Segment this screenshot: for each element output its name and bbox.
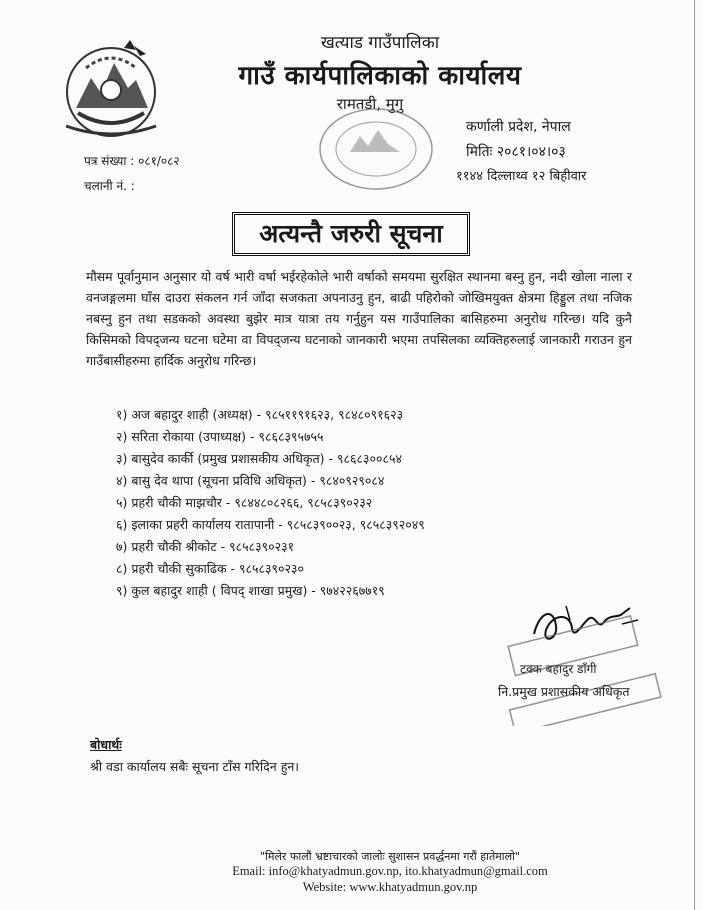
contact-item: ४) बासु देव थापा (सूचना प्रविधि अधिकृत) - ९८४०९२९०८४	[116, 473, 385, 488]
contact-item: ३) बासुदेव कार्की (प्रमुख प्रशासकीय अधिकृत) - ९८६८३००८५४	[116, 451, 402, 466]
footer-website: Website: www.khatyadmun.gov.np	[302, 880, 478, 894]
office-location: रामतडी, मुगु	[336, 95, 404, 113]
contact-item: ८) प्रहरी चौकी सुकाढिक - ९८५८३९०२३०	[116, 561, 305, 576]
contact-list	[116, 404, 636, 602]
province-label: कर्णाली प्रदेश, नेपाल	[466, 119, 571, 135]
date-label: मितिः २०८१।०४।०३	[466, 144, 566, 160]
dispatch-number: चलानी नं. :	[84, 179, 135, 193]
signer-title: नि.प्रमुख प्रशासकीय अधिकृत	[498, 684, 630, 699]
municipality-name: खत्याड गाउँपालिका	[320, 33, 440, 53]
contact-item: ५) प्रहरी चौकी माझचौर - ९८४४८०८२६६, ९८५८३९०२३२	[116, 495, 373, 510]
letter-number: पत्र संख्या : ०८१/०८२	[84, 154, 180, 168]
notice-title: अत्यन्तै जरुरी सूचना	[232, 212, 470, 256]
contact-item: २) सरिता रोकाया (उपाध्यक्ष) - ९८६८३९५७५५	[116, 429, 324, 444]
signer-name: टक्क बहादुर डाँगी	[520, 662, 597, 676]
footer-email: Email: info@khatyadmun.gov.np, ito.khatyadmun@gmail.com	[232, 864, 548, 878]
office-name: गाउँ कार्यपालिकाको कार्यालय	[238, 61, 522, 91]
date-bs-label: ११४४ दिल्लाथ्व १२ बिहीवार	[456, 169, 587, 184]
contact-item: ६) इलाका प्रहरी कार्यालय रातापानी - ९८५८३९००२३, ९८५८३९२०४९	[116, 517, 425, 532]
contact-item: ९) कुल बहादुर शाही ( विपद् शाखा प्रमुख) - ९७४२२६७७१९	[116, 583, 385, 598]
notice-body: मौसम पूर्वानुमान अनुसार यो वर्ष भारी वर्षा भईरहेकोले भारी वर्षाको समयमा सुरक्षित स्थानमा बस्नु हुन, नदी खोला नाला र वनजङ्गलमा घाँस दाउरा संकलन गर्न जाँदा सजकता अपनाउनु हुन, बाढी पहिरोको जोखिमयुक्त क्षेत्रमा हिड्डुल तथा नजिक नबस्नु हुन तथा सडकको अवस्था बुझेर मात्र यात्रा तय गर्नुहुन यस गाउँपालिका बासिहरुमा अनुरोध गरिन्छ। यदि कुनै किसिमको विपद्जन्य घटना घटेमा वा विपद्जन्य घटनाको जानकारी भएमा तपसिलका व्यक्तिहरुलाई जानकारी गराउन हुन गाउँबासीहरुमा हार्दिक अनुरोध गरिन्छ।	[86, 269, 632, 368]
office-stamp-icon	[316, 104, 436, 194]
contact-item: ७) प्रहरी चौकी श्रीकोट - ९८५८३९०२३१	[116, 539, 295, 554]
contact-item: १) अज बहादुर शाही (अध्यक्ष) - ९८५११९१६२३, ९८४८०९१६२३	[116, 407, 404, 422]
page-edge	[694, 0, 695, 910]
cc-text: श्री वडा कार्यालय सबैः सूचना टाँस गरिदिन हुन।	[90, 759, 300, 774]
footer-slogan: "मिलेर फालौं भ्रष्टाचारको जालोः सुशासन प्रवर्द्धनमा गरौं हातेमालो"	[259, 850, 521, 863]
cc-label: बोधार्थः	[90, 737, 122, 752]
